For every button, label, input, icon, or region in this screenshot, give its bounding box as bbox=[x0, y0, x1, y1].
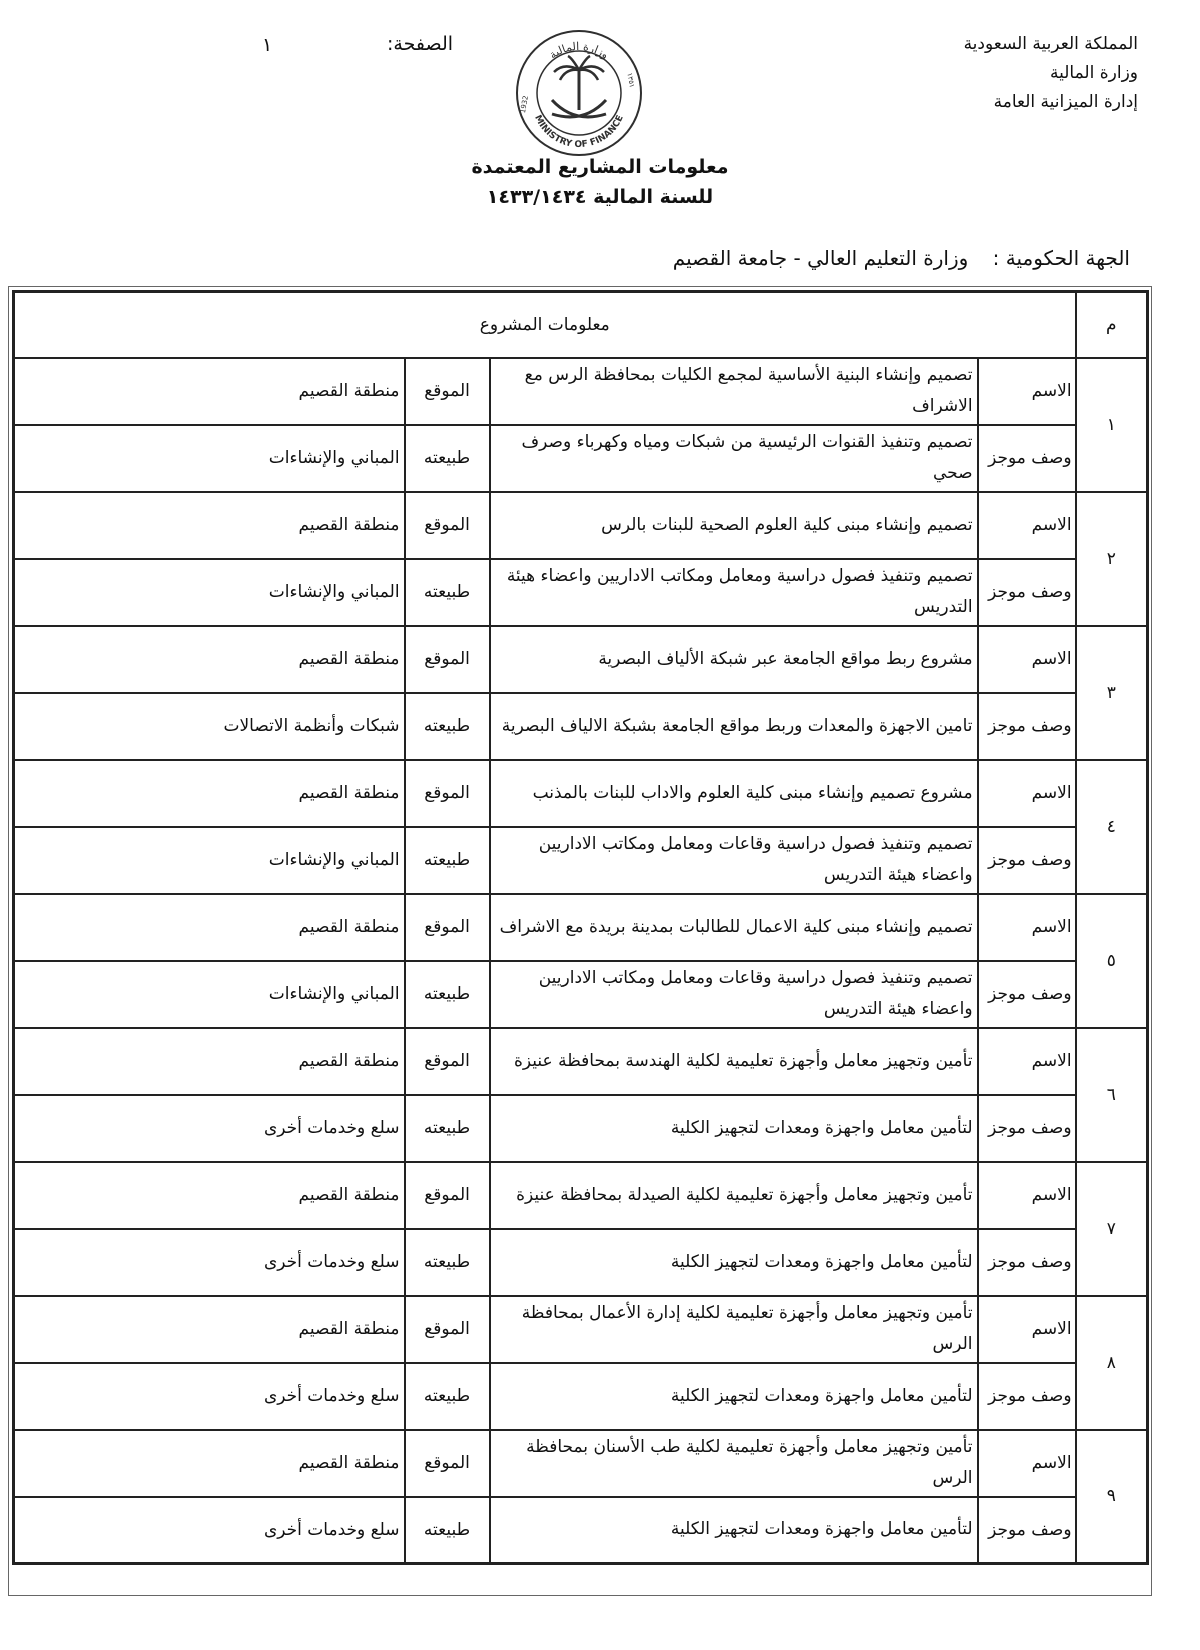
project-row-name bbox=[14, 894, 1148, 961]
project-row-description bbox=[14, 961, 1148, 1028]
org-line-ministry: وزارة المالية bbox=[1050, 63, 1138, 83]
location-label: الموقع bbox=[405, 1296, 490, 1363]
name-label: الاسم bbox=[978, 1028, 1076, 1095]
project-number: ٢ bbox=[1076, 492, 1148, 626]
name-label: الاسم bbox=[978, 1162, 1076, 1229]
project-description: لتأمين معامل واجهزة ومعدات لتجهيز الكلية bbox=[490, 1229, 978, 1296]
project-number: ٥ bbox=[1076, 894, 1148, 1028]
project-location: منطقة القصيم bbox=[14, 1296, 405, 1363]
project-number: ٦ bbox=[1076, 1028, 1148, 1162]
name-label: الاسم bbox=[978, 894, 1076, 961]
column-header-number: م bbox=[1076, 292, 1148, 358]
project-name: تصميم وإنشاء مبنى كلية الاعمال للطالبات بمدينة بريدة مع الاشراف bbox=[490, 894, 978, 961]
projects-table-body bbox=[14, 358, 1148, 1564]
project-row-name bbox=[14, 1296, 1148, 1363]
project-row-description bbox=[14, 1363, 1148, 1430]
project-name: تأمين وتجهيز معامل وأجهزة تعليمية لكلية الصيدلة بمحافظة عنيزة bbox=[490, 1162, 978, 1229]
nature-label: طبيعته bbox=[405, 1497, 490, 1564]
project-row-description bbox=[14, 1497, 1148, 1564]
description-label: وصف موجز bbox=[978, 827, 1076, 894]
title-line-fiscal-year: للسنة المالية ١٤٣٣/١٤٣٤ bbox=[486, 186, 714, 208]
projects-table bbox=[12, 290, 1149, 1565]
project-location: منطقة القصيم bbox=[14, 358, 405, 425]
project-description: لتأمين معامل واجهزة ومعدات لتجهيز الكلية bbox=[490, 1095, 978, 1162]
project-description: تصميم وتنفيذ القنوات الرئيسية من شبكات ومياه وكهرباء وصرف صحي bbox=[490, 425, 978, 492]
name-label: الاسم bbox=[978, 1296, 1076, 1363]
project-number: ٨ bbox=[1076, 1296, 1148, 1430]
seal-year-left: 1932 bbox=[518, 94, 530, 114]
project-nature: المباني والإنشاءات bbox=[14, 425, 405, 492]
project-number: ٤ bbox=[1076, 760, 1148, 894]
project-row-description bbox=[14, 1229, 1148, 1296]
description-label: وصف موجز bbox=[978, 1497, 1076, 1564]
project-row-description bbox=[14, 1095, 1148, 1162]
name-label: الاسم bbox=[978, 492, 1076, 559]
project-number: ٣ bbox=[1076, 626, 1148, 760]
name-label: الاسم bbox=[978, 626, 1076, 693]
nature-label: طبيعته bbox=[405, 425, 490, 492]
seal-bottom-text: MINISTRY OF FINANCE bbox=[532, 113, 626, 151]
project-name: مشروع ربط مواقع الجامعة عبر شبكة الألياف البصرية bbox=[490, 626, 978, 693]
location-label: الموقع bbox=[405, 1162, 490, 1229]
project-row-description bbox=[14, 425, 1148, 492]
project-name: تصميم وإنشاء مبنى كلية العلوم الصحية للبنات بالرس bbox=[490, 492, 978, 559]
project-name: تأمين وتجهيز معامل وأجهزة تعليمية لكلية الهندسة بمحافظة عنيزة bbox=[490, 1028, 978, 1095]
project-nature: سلع وخدمات أخرى bbox=[14, 1095, 405, 1162]
nature-label: طبيعته bbox=[405, 1229, 490, 1296]
location-label: الموقع bbox=[405, 1028, 490, 1095]
project-description: تصميم وتنفيذ فصول دراسية وقاعات ومعامل ومكاتب الاداريين واعضاء هيئة التدريس bbox=[490, 961, 978, 1028]
title-line-projects: معلومات المشاريع المعتمدة bbox=[471, 156, 729, 178]
project-row-name bbox=[14, 1162, 1148, 1229]
description-label: وصف موجز bbox=[978, 693, 1076, 760]
name-label: الاسم bbox=[978, 358, 1076, 425]
description-label: وصف موجز bbox=[978, 961, 1076, 1028]
nature-label: طبيعته bbox=[405, 1095, 490, 1162]
nature-label: طبيعته bbox=[405, 1363, 490, 1430]
name-label: الاسم bbox=[978, 1430, 1076, 1497]
project-nature: المباني والإنشاءات bbox=[14, 559, 405, 626]
nature-label: طبيعته bbox=[405, 693, 490, 760]
project-row-name bbox=[14, 626, 1148, 693]
seal-year-right: ١٣٥١ bbox=[625, 72, 636, 89]
project-row-description bbox=[14, 693, 1148, 760]
project-nature: المباني والإنشاءات bbox=[14, 961, 405, 1028]
project-nature: سلع وخدمات أخرى bbox=[14, 1229, 405, 1296]
description-label: وصف موجز bbox=[978, 425, 1076, 492]
project-location: منطقة القصيم bbox=[14, 492, 405, 559]
column-header-project-info: معلومات المشروع bbox=[14, 292, 1076, 358]
svg-text:وزارة المالية bbox=[547, 40, 611, 62]
project-description: تصميم وتنفيذ فصول دراسية وقاعات ومعامل ومكاتب الاداريين واعضاء هيئة التدريس bbox=[490, 827, 978, 894]
nature-label: طبيعته bbox=[405, 559, 490, 626]
project-description: لتأمين معامل واجهزة ومعدات لتجهيز الكلية bbox=[490, 1497, 978, 1564]
project-description: تامين الاجهزة والمعدات وربط مواقع الجامعة بشبكة الالياف البصرية bbox=[490, 693, 978, 760]
agency-label: الجهة الحكومية : bbox=[992, 246, 1130, 270]
location-label: الموقع bbox=[405, 894, 490, 961]
description-label: وصف موجز bbox=[978, 1095, 1076, 1162]
project-row-description bbox=[14, 559, 1148, 626]
name-label: الاسم bbox=[978, 760, 1076, 827]
project-number: ٧ bbox=[1076, 1162, 1148, 1296]
project-nature: سلع وخدمات أخرى bbox=[14, 1497, 405, 1564]
location-label: الموقع bbox=[405, 492, 490, 559]
project-row-name bbox=[14, 1430, 1148, 1497]
project-location: منطقة القصيم bbox=[14, 1028, 405, 1095]
project-nature: شبكات وأنظمة الاتصالات bbox=[14, 693, 405, 760]
seal-top-text: وزارة المالية bbox=[546, 39, 612, 62]
description-label: وصف موجز bbox=[978, 1363, 1076, 1430]
project-number: ١ bbox=[1076, 358, 1148, 492]
description-label: وصف موجز bbox=[978, 1229, 1076, 1296]
nature-label: طبيعته bbox=[405, 827, 490, 894]
organization-header bbox=[964, 30, 1138, 117]
project-row-name bbox=[14, 760, 1148, 827]
location-label: الموقع bbox=[405, 1430, 490, 1497]
page-label: الصفحة: bbox=[387, 33, 454, 55]
project-name: تأمين وتجهيز معامل وأجهزة تعليمية لكلية إدارة الأعمال بمحافظة الرس bbox=[490, 1296, 978, 1363]
project-location: منطقة القصيم bbox=[14, 1430, 405, 1497]
project-number: ٩ bbox=[1076, 1430, 1148, 1564]
project-location: منطقة القصيم bbox=[14, 760, 405, 827]
table-header-row bbox=[14, 292, 1148, 358]
project-location: منطقة القصيم bbox=[14, 626, 405, 693]
project-description: تصميم وتنفيذ فصول دراسية ومعامل ومكاتب الاداريين واعضاء هيئة التدريس bbox=[490, 559, 978, 626]
project-row-name bbox=[14, 1028, 1148, 1095]
org-line-kingdom: المملكة العربية السعودية bbox=[963, 34, 1138, 54]
project-row-name bbox=[14, 492, 1148, 559]
location-label: الموقع bbox=[405, 626, 490, 693]
location-label: الموقع bbox=[405, 358, 490, 425]
project-name: تصميم وإنشاء البنية الأساسية لمجمع الكليات بمحافظة الرس مع الاشراف bbox=[490, 358, 978, 425]
page-number: ١ bbox=[262, 34, 273, 56]
government-agency bbox=[673, 246, 1130, 270]
project-location: منطقة القصيم bbox=[14, 894, 405, 961]
description-label: وصف موجز bbox=[978, 559, 1076, 626]
document-title bbox=[0, 152, 1200, 212]
location-label: الموقع bbox=[405, 760, 490, 827]
ministry-of-finance-seal-icon bbox=[514, 28, 644, 158]
project-row-name bbox=[14, 358, 1148, 425]
nature-label: طبيعته bbox=[405, 961, 490, 1028]
project-location: منطقة القصيم bbox=[14, 1162, 405, 1229]
org-line-department: إدارة الميزانية العامة bbox=[993, 92, 1138, 112]
project-nature: سلع وخدمات أخرى bbox=[14, 1363, 405, 1430]
agency-value: وزارة التعليم العالي - جامعة القصيم bbox=[672, 246, 969, 270]
project-name: تأمين وتجهيز معامل وأجهزة تعليمية لكلية طب الأسنان بمحافظة الرس bbox=[490, 1430, 978, 1497]
project-row-description bbox=[14, 827, 1148, 894]
project-name: مشروع تصميم وإنشاء مبنى كلية العلوم والاداب للبنات بالمذنب bbox=[490, 760, 978, 827]
project-nature: المباني والإنشاءات bbox=[14, 827, 405, 894]
project-description: لتأمين معامل واجهزة ومعدات لتجهيز الكلية bbox=[490, 1363, 978, 1430]
